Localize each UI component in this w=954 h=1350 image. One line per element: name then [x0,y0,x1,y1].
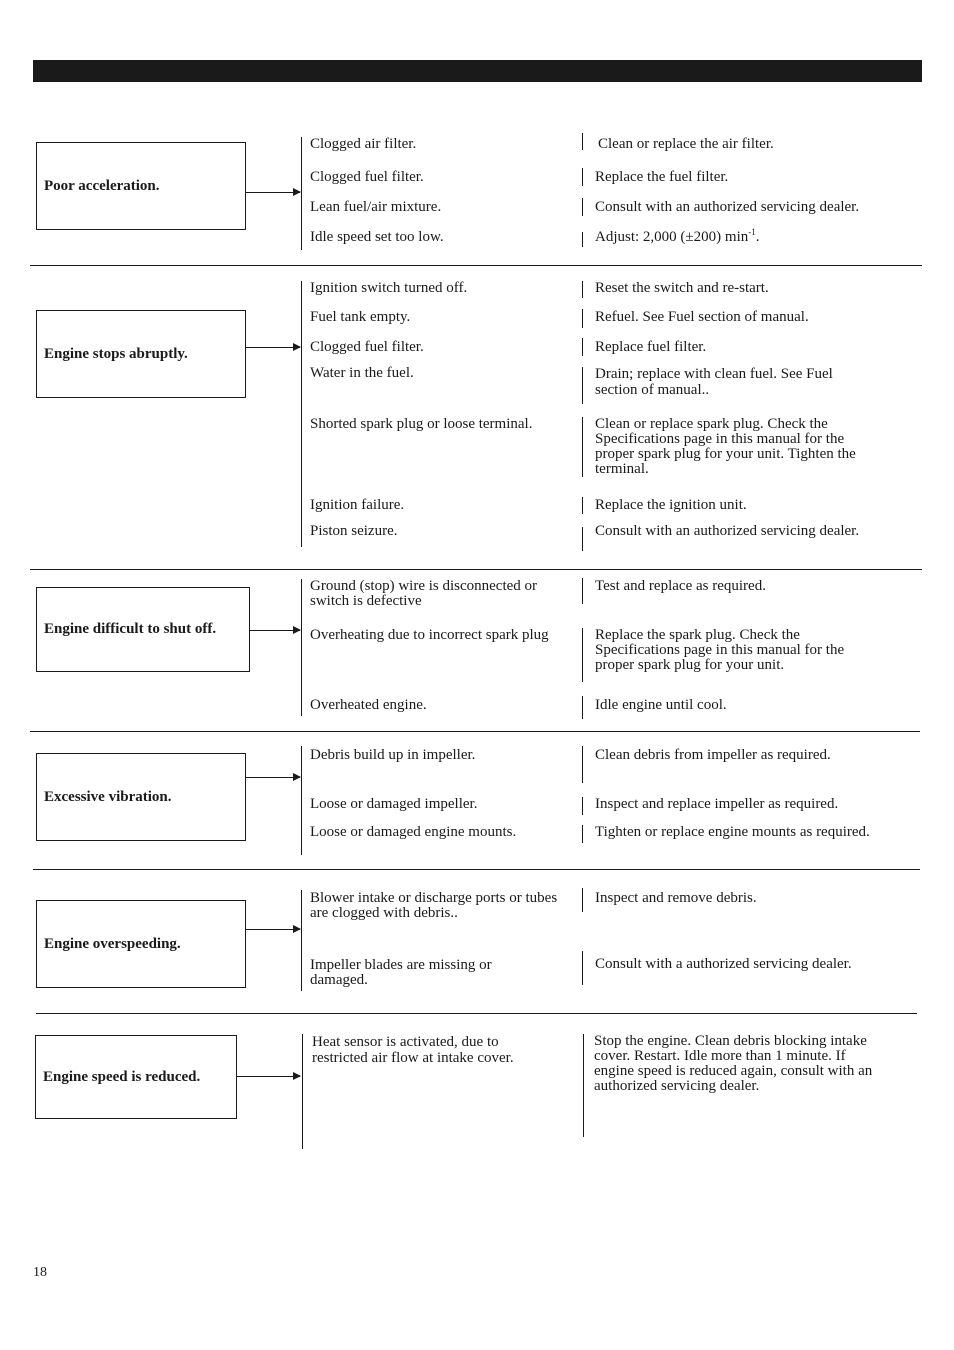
symptom-label: Poor acceleration. [44,177,160,194]
cause-text: Idle speed set too low. [310,229,444,245]
remedy-text: Clean or replace spark plug. Check the Specifications page in this manual for the proper spark plug for your unit. Tighten the terminal. [595,416,856,477]
remedy-tick [582,367,583,404]
remedy-tick [582,888,583,912]
remedy-text: Clean debris from impeller as required. [595,747,831,763]
cause-bracket [302,1034,303,1149]
remedy-text: Idle engine until cool. [595,697,727,713]
symptom-label: Engine difficult to shut off. [44,621,217,637]
remedy-text: Clean or replace the air filter. [598,136,774,152]
cause-text: Lean fuel/air mixture. [310,199,442,215]
arrow-icon [250,630,300,631]
cause-text: Ignition failure. [310,497,405,513]
cause-text: Shorted spark plug or loose terminal. [310,416,533,432]
arrow-icon [246,192,300,193]
remedy-tick [582,696,583,719]
remedy-tick [582,168,583,186]
header-bar [33,60,922,82]
remedy-text: Reset the switch and re-start. [595,280,769,296]
remedy-text: Replace fuel filter. [595,339,707,355]
symptom-box [36,587,250,672]
remedy-text: Tighten or replace engine mounts as required. [595,824,870,840]
remedy-text: Drain; replace with clean fuel. See Fuel section of manual.. [595,366,833,398]
remedy-text: Consult with an authorized servicing dealer. [595,523,860,539]
remedy-text: Consult with an authorized servicing dealer. [595,199,860,215]
cause-text: Fuel tank empty. [310,309,411,325]
symptom-label: Engine stops abruptly. [44,345,188,362]
remedy-tick [582,527,583,551]
remedy-text: Replace the fuel filter. [595,169,729,185]
cause-text: Heat sensor is activated, due to restricted air flow at intake cover. [312,1034,514,1066]
cause-text: Piston seizure. [310,523,398,539]
symptom-label: Excessive vibration. [44,788,172,805]
arrow-icon [246,777,300,778]
remedy-text: Refuel. See Fuel section of manual. [595,309,809,325]
cause-text: Clogged fuel filter. [310,169,424,185]
remedy-text: Inspect and remove debris. [595,890,757,906]
remedy-text: Test and replace as required. [595,578,766,594]
remedy-text: Replace the spark plug. Check the Specifications page in this manual for the proper spark plug for your unit. [595,627,845,673]
cause-text: Impeller blades are missing or damaged. [310,957,492,988]
remedy-text: Replace the ignition unit. [595,497,747,513]
section-divider [30,569,922,570]
remedy-tick [582,281,583,298]
symptom-label: Engine overspeeding. [44,935,181,952]
remedy-text: Consult with a authorized servicing dealer. [595,956,852,972]
symptom-label: Engine speed is reduced. [43,1068,201,1085]
remedy-text: Inspect and replace impeller as required. [595,796,839,812]
remedy-tick [582,578,583,604]
cause-text: Clogged air filter. [310,136,417,152]
remedy-tick [582,198,583,216]
remedy-tick [582,797,583,815]
remedy-text-main: Adjust: 2,000 (±200) min [595,229,749,245]
remedy-tick [582,338,583,356]
cause-text: Loose or damaged impeller. [310,796,478,812]
remedy-text-end: . [755,229,760,245]
arrow-icon [237,1076,300,1077]
arrow-icon [246,929,300,930]
cause-text: Overheated engine. [310,697,427,713]
cause-bracket [301,579,302,716]
cause-text: Ignition switch turned off. [310,280,468,296]
cause-bracket [301,746,302,855]
section-divider [30,265,922,266]
remedy-tick [582,232,583,247]
section-divider [30,731,920,732]
section-divider [36,1013,917,1014]
remedy-tick [582,825,583,843]
unit-exponent: -1 [748,227,756,237]
remedy-tick [582,133,583,150]
cause-bracket [301,137,302,250]
section-divider [33,869,920,870]
remedy-text [595,227,915,245]
cause-bracket [301,281,302,547]
cause-text: Water in the fuel. [310,365,414,381]
symptom-box [36,310,246,398]
symptom-box [36,900,246,988]
arrow-icon [246,347,300,348]
symptom-box [36,142,246,230]
remedy-tick [582,417,583,477]
page-number: 18 [33,1265,47,1280]
cause-text: Debris build up in impeller. [310,747,476,763]
remedy-tick [582,497,583,514]
remedy-tick [582,628,583,682]
cause-text: Overheating due to incorrect spark plug [310,627,549,643]
remedy-tick [582,309,583,328]
symptom-box [35,1035,237,1119]
remedy-tick [583,1034,584,1137]
symptom-box [36,753,246,841]
remedy-tick [582,746,583,783]
remedy-tick [582,951,583,985]
cause-text: Loose or damaged engine mounts. [310,824,517,840]
cause-text: Clogged fuel filter. [310,339,424,355]
cause-text: Ground (stop) wire is disconnected or switch is defective [310,578,538,609]
cause-bracket [301,890,302,991]
cause-text: Blower intake or discharge ports or tubes are clogged with debris.. [310,890,558,921]
remedy-text: Stop the engine. Clean debris blocking intake cover. Restart. Idle more than 1 minute. If engine speed is reduced again, consult with an authorized servicing dealer. [594,1033,873,1094]
